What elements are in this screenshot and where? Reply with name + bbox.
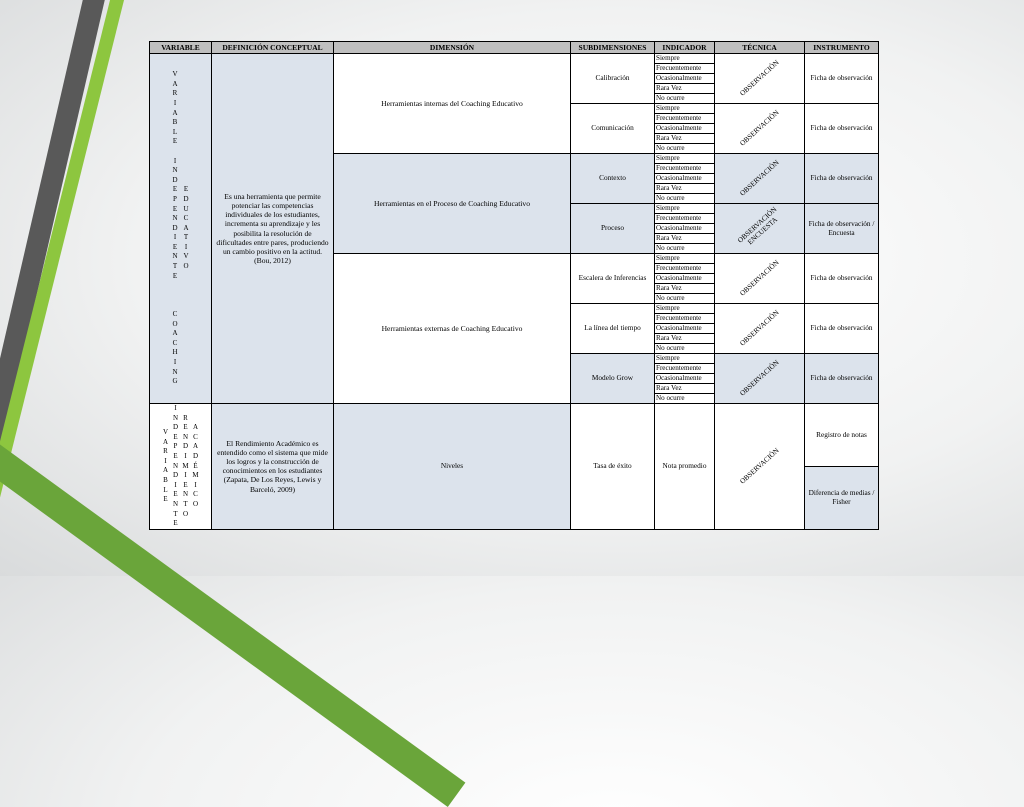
vertical-letter: E <box>173 432 178 441</box>
indicator-cell: Siempre <box>655 204 715 214</box>
indicator-cell: No ocurre <box>655 194 715 204</box>
dimension-cell: Herramientas en el Proceso de Coaching Educativo <box>334 154 571 254</box>
variable-2-letters <box>181 414 191 520</box>
vertical-letter: D <box>183 194 189 203</box>
vertical-letter: N <box>172 499 179 508</box>
vertical-letter: I <box>174 480 177 489</box>
technique-cell <box>715 254 805 304</box>
header-subdimensions: SUBDIMENSIONES <box>571 42 655 54</box>
indicator-cell: Ocasionalmente <box>655 374 715 384</box>
indicator-cell: No ocurre <box>655 394 715 404</box>
vertical-letter: R <box>183 413 188 422</box>
indicator-cell: Ocasionalmente <box>655 124 715 134</box>
instrument-cell: Ficha de observación <box>805 254 879 304</box>
vertical-letter: D <box>172 223 178 232</box>
vertical-letter: N <box>172 461 179 470</box>
vertical-letter: C <box>183 214 189 223</box>
vertical-letter: A <box>192 442 199 451</box>
vertical-letter: E <box>172 185 178 194</box>
dimension-cell: Herramientas externas de Coaching Educativo <box>334 254 571 404</box>
technique-cell <box>715 54 805 104</box>
vertical-letter <box>171 281 180 291</box>
table-row <box>150 54 879 64</box>
indicator-cell: Rara Vez <box>655 334 715 344</box>
indicator-cell: No ocurre <box>655 294 715 304</box>
vertical-letter: O <box>192 499 199 508</box>
operationalization-table <box>149 41 879 530</box>
header-indicator: INDICADOR <box>655 42 715 54</box>
vertical-letter: N <box>172 252 178 261</box>
indicator-cell: Ocasionalmente <box>655 74 715 84</box>
indicator-cell: Ocasionalmente <box>655 324 715 334</box>
table-row <box>150 404 879 467</box>
vertical-letter: B <box>163 475 168 484</box>
subdimension-2-cell: Tasa de éxito <box>571 404 655 530</box>
indicator-cell: Siempre <box>655 304 715 314</box>
vertical-letter: A <box>183 223 189 232</box>
vertical-letter: M <box>182 461 189 470</box>
technique-cell <box>715 154 805 204</box>
header-definition: DEFINICIÓN CONCEPTUAL <box>212 42 334 54</box>
vertical-letter: V <box>172 70 178 79</box>
indicator-cell: Siempre <box>655 254 715 264</box>
vertical-letter: I <box>184 471 187 480</box>
header-technique: TÉCNICA <box>715 42 805 54</box>
variable-1-cell <box>150 54 212 404</box>
technique-label: OBSERVACIÓN <box>738 108 781 148</box>
vertical-letter: P <box>173 194 177 203</box>
indicator-cell: No ocurre <box>655 144 715 154</box>
vertical-letter: C <box>172 338 178 347</box>
subdimension-cell: Escalera de Inferencias <box>571 254 655 304</box>
vertical-letter: O <box>183 262 189 271</box>
technique-2-cell <box>715 404 805 530</box>
vertical-letter: I <box>194 480 197 489</box>
variable-2-letters <box>191 423 201 509</box>
technique-cell <box>715 304 805 354</box>
subdimension-cell: Proceso <box>571 204 655 254</box>
indicator-cell: Frecuentemente <box>655 364 715 374</box>
indicator-cell: Rara Vez <box>655 234 715 244</box>
dimension-2-cell: Niveles <box>334 404 571 530</box>
variable-2-letters <box>171 404 181 529</box>
vertical-letter: N <box>182 490 189 499</box>
technique-label: OBSERVACIÓN <box>738 258 781 298</box>
header-instrument: INSTRUMENTO <box>805 42 879 54</box>
header-variable: VARIABLE <box>150 42 212 54</box>
vertical-letter: I <box>173 233 177 242</box>
instrument-cell: Ficha de observación / Encuesta <box>805 204 879 254</box>
vertical-letter: N <box>172 413 179 422</box>
technique-label: OBSERVACIÓN ENCUESTA <box>735 205 779 247</box>
vertical-letter: É <box>193 461 198 470</box>
indicator-cell: No ocurre <box>655 94 715 104</box>
vertical-letter: V <box>162 427 169 436</box>
vertical-letter: C <box>193 432 198 441</box>
indicator-cell: Siempre <box>655 354 715 364</box>
indicator-cell: Siempre <box>655 104 715 114</box>
vertical-letter: E <box>183 423 188 432</box>
instrument-cell: Ficha de observación <box>805 154 879 204</box>
header-dimension: DIMENSIÓN <box>334 42 571 54</box>
instrument-2a-cell: Registro de notas <box>805 404 879 467</box>
vertical-letter: V <box>183 252 189 261</box>
vertical-letter: I <box>173 156 177 165</box>
indicator-cell: Frecuentemente <box>655 264 715 274</box>
indicator-cell: Ocasionalmente <box>655 224 715 234</box>
indicator-cell: Frecuentemente <box>655 114 715 124</box>
vertical-letter: L <box>172 127 178 136</box>
vertical-letter: R <box>163 447 168 456</box>
vertical-letter: D <box>182 442 189 451</box>
vertical-letter: C <box>193 490 198 499</box>
vertical-letter: E <box>183 185 189 194</box>
vertical-letter: E <box>172 137 178 146</box>
vertical-letter: D <box>172 471 179 480</box>
technique-label: OBSERVACIÓN <box>738 58 781 98</box>
vertical-letter: A <box>192 423 199 432</box>
subdimension-cell: Modelo Grow <box>571 354 655 404</box>
subdimension-cell: Contexto <box>571 154 655 204</box>
instrument-cell: Ficha de observación <box>805 104 879 154</box>
vertical-letter: B <box>172 118 178 127</box>
vertical-letter: I <box>173 358 177 367</box>
indicator-cell: Frecuentemente <box>655 314 715 324</box>
vertical-letter <box>171 291 180 301</box>
subdimension-cell: Comunicación <box>571 104 655 154</box>
vertical-letter: O <box>182 509 189 518</box>
vertical-letter: E <box>173 519 178 528</box>
instrument-cell: Ficha de observación <box>805 354 879 404</box>
vertical-letter: T <box>172 262 178 271</box>
indicator-cell: No ocurre <box>655 344 715 354</box>
vertical-letter: I <box>174 404 177 412</box>
indicator-cell: Rara Vez <box>655 84 715 94</box>
table-header-row <box>150 42 879 54</box>
variable-2-letters <box>161 428 171 505</box>
technique-label: OBSERVACIÓN <box>738 446 781 486</box>
instrument-2b-cell: Diferencia de medias / Fisher <box>805 466 879 529</box>
vertical-letter: E <box>172 204 178 213</box>
vertical-letter <box>171 147 180 157</box>
vertical-letter: G <box>172 377 178 386</box>
indicator-cell: Rara Vez <box>655 284 715 294</box>
indicator-cell: Frecuentemente <box>655 164 715 174</box>
vertical-letter: T <box>183 233 189 242</box>
indicator-cell: Frecuentemente <box>655 214 715 224</box>
vertical-letter: I <box>184 451 187 460</box>
indicator-cell: Ocasionalmente <box>655 174 715 184</box>
indicator-cell: Frecuentemente <box>655 64 715 74</box>
variable-1-letters-b <box>182 185 191 271</box>
vertical-letter: N <box>172 214 178 223</box>
instrument-cell: Ficha de observación <box>805 54 879 104</box>
definition-1-cell: Es una herramienta que permite potenciar las competencias individuales de los estudiantes, incrementa su aprendizaje y les posibilita la resolución de dificultades entre pares, produciendo un cambio positivo en la actitud. (Bou, 2012) <box>212 54 334 404</box>
vertical-letter: D <box>172 175 178 184</box>
technique-cell <box>715 354 805 404</box>
vertical-letter: E <box>173 490 178 499</box>
vertical-letter: A <box>162 437 169 446</box>
vertical-letter: M <box>192 471 199 480</box>
vertical-letter <box>171 300 180 310</box>
vertical-letter: I <box>164 456 167 465</box>
vertical-letter: E <box>172 271 178 280</box>
variable-2-cell <box>150 404 212 530</box>
vertical-letter: E <box>172 242 178 251</box>
vertical-letter: A <box>172 79 178 88</box>
indicator-cell: No ocurre <box>655 244 715 254</box>
vertical-letter: O <box>172 319 178 328</box>
vertical-letter: D <box>172 423 179 432</box>
technique-label: OBSERVACIÓN <box>738 308 781 348</box>
vertical-letter: T <box>183 499 188 508</box>
definition-2-cell: El Rendimiento Académico es entendido como el sistema que mide los logros y la construcción de conocimientos en los estudiantes (Zapata, De Los Reyes, Lewis y Barceló, 2009) <box>212 404 334 530</box>
indicator-cell: Siempre <box>655 54 715 64</box>
vertical-letter: E <box>173 451 178 460</box>
vertical-letter: L <box>163 485 168 494</box>
vertical-letter: E <box>183 480 188 489</box>
vertical-letter: A <box>162 466 169 475</box>
vertical-letter: I <box>184 242 188 251</box>
vertical-letter: N <box>182 432 189 441</box>
vertical-letter: N <box>172 166 178 175</box>
indicator-cell: Rara Vez <box>655 184 715 194</box>
vertical-letter: N <box>172 367 178 376</box>
subdimension-cell: Calibración <box>571 54 655 104</box>
vertical-letter: A <box>172 108 178 117</box>
vertical-letter: T <box>173 509 178 518</box>
indicator-cell: Siempre <box>655 154 715 164</box>
variable-1-letters-a <box>171 70 180 387</box>
vertical-letter: D <box>192 451 199 460</box>
indicator-2-cell: Nota promedio <box>655 404 715 530</box>
vertical-letter: P <box>173 442 178 451</box>
vertical-letter: E <box>163 495 168 504</box>
vertical-letter: U <box>183 204 189 213</box>
indicator-cell: Ocasionalmente <box>655 274 715 284</box>
technique-cell <box>715 104 805 154</box>
technique-cell <box>715 204 805 254</box>
vertical-letter: R <box>172 89 178 98</box>
vertical-letter: A <box>172 329 178 338</box>
vertical-letter: H <box>172 348 178 357</box>
vertical-letter: C <box>172 310 178 319</box>
subdimension-cell: La línea del tiempo <box>571 304 655 354</box>
indicator-cell: Rara Vez <box>655 384 715 394</box>
vertical-letter: I <box>173 98 177 107</box>
technique-label: OBSERVACIÓN <box>738 158 781 198</box>
instrument-cell: Ficha de observación <box>805 304 879 354</box>
dimension-cell: Herramientas internas del Coaching Educativo <box>334 54 571 154</box>
indicator-cell: Rara Vez <box>655 134 715 144</box>
technique-label: OBSERVACIÓN <box>738 358 781 398</box>
